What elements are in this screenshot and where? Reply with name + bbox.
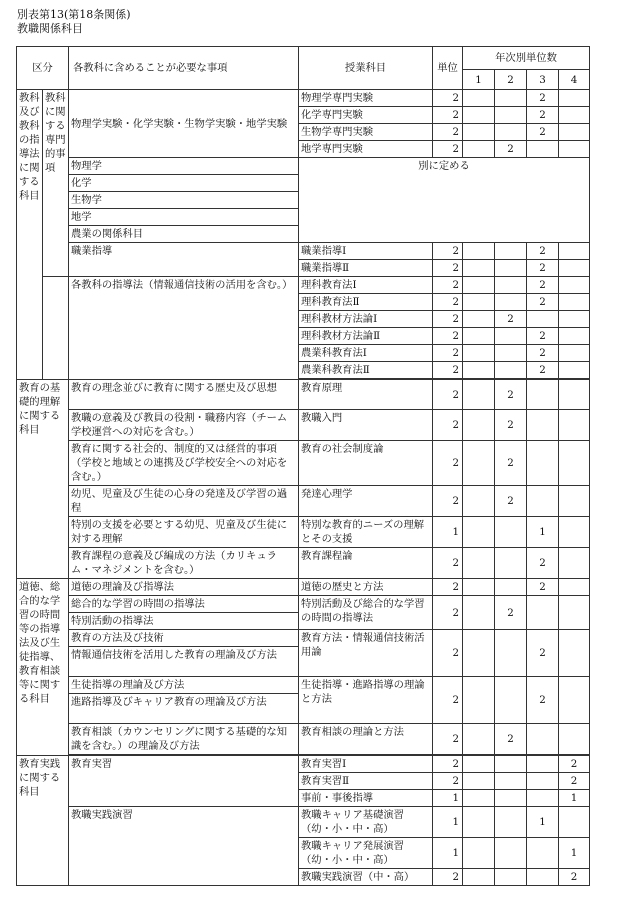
division-foundational: 教育の基礎的理解に関する科目	[17, 380, 69, 579]
credits-cell: 1	[433, 838, 463, 869]
subject-cell: 道徳の歴史と方法	[299, 579, 433, 596]
year3-cell	[527, 141, 559, 158]
year4-cell	[559, 311, 590, 328]
division-subject-teaching: 教科及び教科の指導法に関する科目	[17, 90, 43, 380]
credits-cell: 2	[433, 277, 463, 294]
year2-cell	[495, 517, 527, 548]
header-year-1: 1	[463, 70, 495, 90]
credits-cell: 2	[433, 260, 463, 277]
matter-cell: 教育課程の意義及び編成の方法（カリキュラム・マネジメントを含む。）	[69, 548, 299, 579]
year4-cell	[559, 345, 590, 362]
year2-cell	[495, 773, 527, 790]
credits-cell: 2	[433, 486, 463, 517]
year1-cell	[463, 277, 495, 294]
division-practice: 教育実践に関する科目	[17, 756, 69, 886]
year3-cell: 2	[527, 630, 559, 677]
year1-cell	[463, 311, 495, 328]
header-division: 区分	[17, 47, 69, 90]
credits-cell: 2	[433, 630, 463, 677]
table-row	[17, 441, 590, 486]
subject-cell: 教職キャリア基礎演習（幼・小・中・高）	[299, 807, 433, 838]
year3-cell	[527, 441, 559, 486]
matter-cell: 道徳の理論及び指導法	[69, 579, 299, 596]
subject-cell: 理科教育法Ⅰ	[299, 277, 433, 294]
credits-cell: 2	[433, 311, 463, 328]
year2-cell: 2	[495, 380, 527, 410]
matter-cell: 特別の支援を必要とする幼児、児童及び生徒に対する理解	[69, 517, 299, 548]
table-row	[17, 90, 590, 107]
matter-cell: 生徒指導の理論及び方法	[69, 677, 299, 694]
table-row	[17, 548, 590, 579]
year3-cell	[527, 380, 559, 410]
year2-cell: 2	[495, 724, 527, 755]
year4-cell	[559, 380, 590, 410]
header-year-3: 3	[527, 70, 559, 90]
credits-cell: 1	[433, 517, 463, 548]
credits-cell: 2	[433, 441, 463, 486]
year1-cell	[463, 328, 495, 345]
year4-cell	[559, 486, 590, 517]
credits-cell: 2	[433, 677, 463, 724]
year3-cell	[527, 756, 559, 773]
year3-cell	[527, 311, 559, 328]
year2-cell	[495, 579, 527, 596]
year4-cell	[559, 724, 590, 755]
year4-cell	[559, 124, 590, 141]
year2-cell	[495, 362, 527, 379]
credits-cell: 2	[433, 548, 463, 579]
matter-cell: 教育に関する社会的、制度的又は経営的事項（学校と地域との連携及び学校安全への対応を含む。）	[69, 441, 299, 486]
subject-cell: 教職キャリア発展演習（幼・小・中・高）	[299, 838, 433, 869]
subject-cell: 農業科教育法Ⅰ	[299, 345, 433, 362]
year3-cell: 2	[527, 579, 559, 596]
year1-cell	[463, 345, 495, 362]
credits-cell: 2	[433, 328, 463, 345]
year4-cell	[559, 90, 590, 107]
year2-cell: 2	[495, 141, 527, 158]
year2-cell	[495, 243, 527, 260]
year1-cell	[463, 756, 495, 773]
year3-cell: 2	[527, 294, 559, 311]
table-row	[17, 630, 590, 647]
subject-cell: 教育課程論	[299, 548, 433, 579]
year4-cell	[559, 807, 590, 838]
subject-cell: 物理学専門実験	[299, 90, 433, 107]
matter-cell: 教育の方法及び技術	[69, 630, 299, 647]
subject-cell: 理科教材方法論Ⅰ	[299, 311, 433, 328]
year1-cell	[463, 579, 495, 596]
table-row	[17, 724, 590, 755]
credits-cell: 2	[433, 141, 463, 158]
matter-cell: 教育の理念並びに教育に関する歴史及び思想	[69, 380, 299, 410]
year1-cell	[463, 838, 495, 869]
matter-cell: 教職の意義及び教員の役割・職務内容（チーム学校運営への対応を含む。）	[69, 410, 299, 441]
header-credits: 単位	[433, 47, 463, 90]
table-caption: 教職関係科目	[17, 22, 83, 35]
credits-cell: 1	[433, 790, 463, 807]
year2-cell	[495, 790, 527, 807]
year4-cell	[559, 596, 590, 630]
matter-earth-science: 地学	[69, 209, 299, 226]
table-row	[17, 807, 590, 838]
year3-cell: 2	[527, 90, 559, 107]
credits-cell: 2	[433, 107, 463, 124]
subject-cell: 生物学専門実験	[299, 124, 433, 141]
year4-cell	[559, 677, 590, 724]
header-year-4: 4	[559, 70, 590, 90]
year4-cell: 2	[559, 773, 590, 790]
year2-cell	[495, 294, 527, 311]
year2-cell: 2	[495, 596, 527, 630]
year4-cell	[559, 579, 590, 596]
subject-cell: 教育原理	[299, 380, 433, 410]
subject-cell: 事前・事後指導	[299, 790, 433, 807]
matter-cell: 教育相談（カウンセリングに関する基礎的な知識を含む。）の理論及び方法	[69, 724, 299, 755]
year1-cell	[463, 486, 495, 517]
year1-cell	[463, 124, 495, 141]
year4-cell	[559, 294, 590, 311]
matter-cell: 情報通信技術を活用した教育の理論及び方法	[69, 647, 299, 677]
matter-physics: 物理学	[69, 158, 299, 175]
matter-teaching-practice-seminar: 教職実践演習	[69, 807, 299, 886]
year3-cell: 2	[527, 277, 559, 294]
year2-cell	[495, 260, 527, 277]
year3-cell: 2	[527, 677, 559, 724]
year3-cell: 1	[527, 807, 559, 838]
year3-cell	[527, 773, 559, 790]
year1-cell	[463, 260, 495, 277]
header-year-2: 2	[495, 70, 527, 90]
teaching-subjects-table	[16, 46, 590, 886]
year1-cell	[463, 596, 495, 630]
matter-biology: 生物学	[69, 192, 299, 209]
year3-cell: 2	[527, 260, 559, 277]
credits-cell: 2	[433, 724, 463, 755]
credits-cell: 2	[433, 869, 463, 886]
matter-experiments: 物理学実験・化学実験・生物学実験・地学実験	[69, 90, 299, 158]
credits-cell: 1	[433, 807, 463, 838]
year1-cell	[463, 410, 495, 441]
year2-cell: 2	[495, 486, 527, 517]
table-row	[17, 243, 590, 260]
year3-cell: 2	[527, 107, 559, 124]
year2-cell	[495, 677, 527, 724]
subject-cell: 職業指導Ⅱ	[299, 260, 433, 277]
year2-cell	[495, 756, 527, 773]
credits-cell: 2	[433, 294, 463, 311]
year2-cell	[495, 277, 527, 294]
division-specialized-matters: 教科に関する専門的事項	[43, 90, 69, 277]
subject-cell: 地学専門実験	[299, 141, 433, 158]
year3-cell: 2	[527, 548, 559, 579]
appendix-title: 別表第13(第18条関係)	[17, 8, 131, 21]
subject-cell: 職業指導Ⅰ	[299, 243, 433, 260]
matter-teaching-methods: 各教科の指導法（情報通信技術の活用を含む。）	[69, 277, 299, 380]
year3-cell	[527, 869, 559, 886]
year4-cell	[559, 630, 590, 677]
year4-cell: 1	[559, 790, 590, 807]
matter-vocational-guidance: 職業指導	[69, 243, 299, 277]
credits-cell: 2	[433, 579, 463, 596]
division-moral-guidance: 道徳、総合的な学習の時間等の指導法及び生徒指導、教育相談等に関する科目	[17, 579, 69, 756]
year2-cell	[495, 90, 527, 107]
credits-cell: 2	[433, 380, 463, 410]
year1-cell	[463, 90, 495, 107]
subject-cell: 教育実習Ⅱ	[299, 773, 433, 790]
year4-cell	[559, 243, 590, 260]
year4-cell: 2	[559, 756, 590, 773]
table-row	[17, 380, 590, 410]
matter-chemistry: 化学	[69, 175, 299, 192]
year4-cell	[559, 141, 590, 158]
matter-cell: 特別活動の指導法	[69, 613, 299, 630]
subject-cell: 理科教育法Ⅱ	[299, 294, 433, 311]
year2-cell: 2	[495, 311, 527, 328]
subject-cell: 特別活動及び総合的な学習の時間の指導法	[299, 596, 433, 630]
subject-cell: 教育相談の理論と方法	[299, 724, 433, 755]
subject-cell: 生徒指導・進路指導の理論と方法	[299, 677, 433, 724]
year3-cell: 2	[527, 243, 559, 260]
matter-teaching-practicum: 教育実習	[69, 756, 299, 807]
year2-cell	[495, 548, 527, 579]
year1-cell	[463, 243, 495, 260]
year2-cell	[495, 630, 527, 677]
matter-cell: 総合的な学習の時間の指導法	[69, 596, 299, 613]
subject-cell: 教育方法・情報通信技術活用論	[299, 630, 433, 677]
year2-cell: 2	[495, 441, 527, 486]
credits-cell: 2	[433, 410, 463, 441]
year2-cell	[495, 328, 527, 345]
subject-cell: 教育の社会制度論	[299, 441, 433, 486]
year4-cell	[559, 260, 590, 277]
year1-cell	[463, 630, 495, 677]
year1-cell	[463, 362, 495, 379]
table-row	[17, 410, 590, 441]
year2-cell	[495, 124, 527, 141]
year3-cell	[527, 486, 559, 517]
table-row	[17, 277, 590, 294]
year1-cell	[463, 773, 495, 790]
header-matters: 各教科に含めることが必要な事項	[69, 47, 299, 90]
year4-cell	[559, 517, 590, 548]
subject-cell: 教育実習Ⅰ	[299, 756, 433, 773]
year3-cell: 2	[527, 345, 559, 362]
credits-cell: 2	[433, 773, 463, 790]
subject-cell: 教職入門	[299, 410, 433, 441]
year1-cell	[463, 790, 495, 807]
division-empty	[43, 277, 69, 380]
header-year-group: 年次別単位数	[463, 47, 590, 70]
table-row	[17, 158, 590, 175]
year1-cell	[463, 107, 495, 124]
year4-cell	[559, 548, 590, 579]
year3-cell	[527, 724, 559, 755]
year3-cell: 1	[527, 517, 559, 548]
year4-cell: 1	[559, 838, 590, 869]
year3-cell: 2	[527, 328, 559, 345]
subject-cell: 発達心理学	[299, 486, 433, 517]
separately-defined-note: 別に定める	[299, 158, 590, 243]
year2-cell	[495, 838, 527, 869]
header-subjects: 授業科目	[299, 47, 433, 90]
year1-cell	[463, 724, 495, 755]
year2-cell	[495, 345, 527, 362]
credits-cell: 2	[433, 243, 463, 260]
year3-cell: 2	[527, 124, 559, 141]
table-row	[17, 579, 590, 596]
year2-cell	[495, 807, 527, 838]
credits-cell: 2	[433, 362, 463, 379]
subject-cell: 化学専門実験	[299, 107, 433, 124]
subject-cell: 農業科教育法Ⅱ	[299, 362, 433, 379]
year4-cell	[559, 441, 590, 486]
year3-cell	[527, 596, 559, 630]
year3-cell	[527, 790, 559, 807]
year1-cell	[463, 294, 495, 311]
year4-cell	[559, 328, 590, 345]
year2-cell	[495, 107, 527, 124]
year2-cell	[495, 869, 527, 886]
year4-cell	[559, 277, 590, 294]
table-row	[17, 756, 590, 773]
credits-cell: 2	[433, 345, 463, 362]
year1-cell	[463, 677, 495, 724]
year1-cell	[463, 380, 495, 410]
matter-cell: 幼児、児童及び生徒の心身の発達及び学習の過程	[69, 486, 299, 517]
year1-cell	[463, 441, 495, 486]
subject-cell: 教職実践演習（中・高）	[299, 869, 433, 886]
credits-cell: 2	[433, 756, 463, 773]
year2-cell: 2	[495, 410, 527, 441]
credits-cell: 2	[433, 124, 463, 141]
credits-cell: 2	[433, 90, 463, 107]
year1-cell	[463, 548, 495, 579]
year4-cell	[559, 107, 590, 124]
subject-cell: 特別な教育的ニーズの理解とその支援	[299, 517, 433, 548]
year4-cell: 2	[559, 869, 590, 886]
year3-cell	[527, 410, 559, 441]
table-row	[17, 517, 590, 548]
subject-cell: 理科教材方法論Ⅱ	[299, 328, 433, 345]
year4-cell	[559, 410, 590, 441]
year1-cell	[463, 141, 495, 158]
table-row	[17, 486, 590, 517]
year3-cell	[527, 838, 559, 869]
matter-cell: 進路指導及びキャリア教育の理論及び方法	[69, 694, 299, 724]
table-row	[17, 677, 590, 694]
year4-cell	[559, 362, 590, 379]
credits-cell: 2	[433, 596, 463, 630]
table-row	[17, 596, 590, 613]
year3-cell: 2	[527, 362, 559, 379]
matter-agriculture: 農業の関係科目	[69, 226, 299, 243]
year1-cell	[463, 517, 495, 548]
year1-cell	[463, 869, 495, 886]
year1-cell	[463, 807, 495, 838]
